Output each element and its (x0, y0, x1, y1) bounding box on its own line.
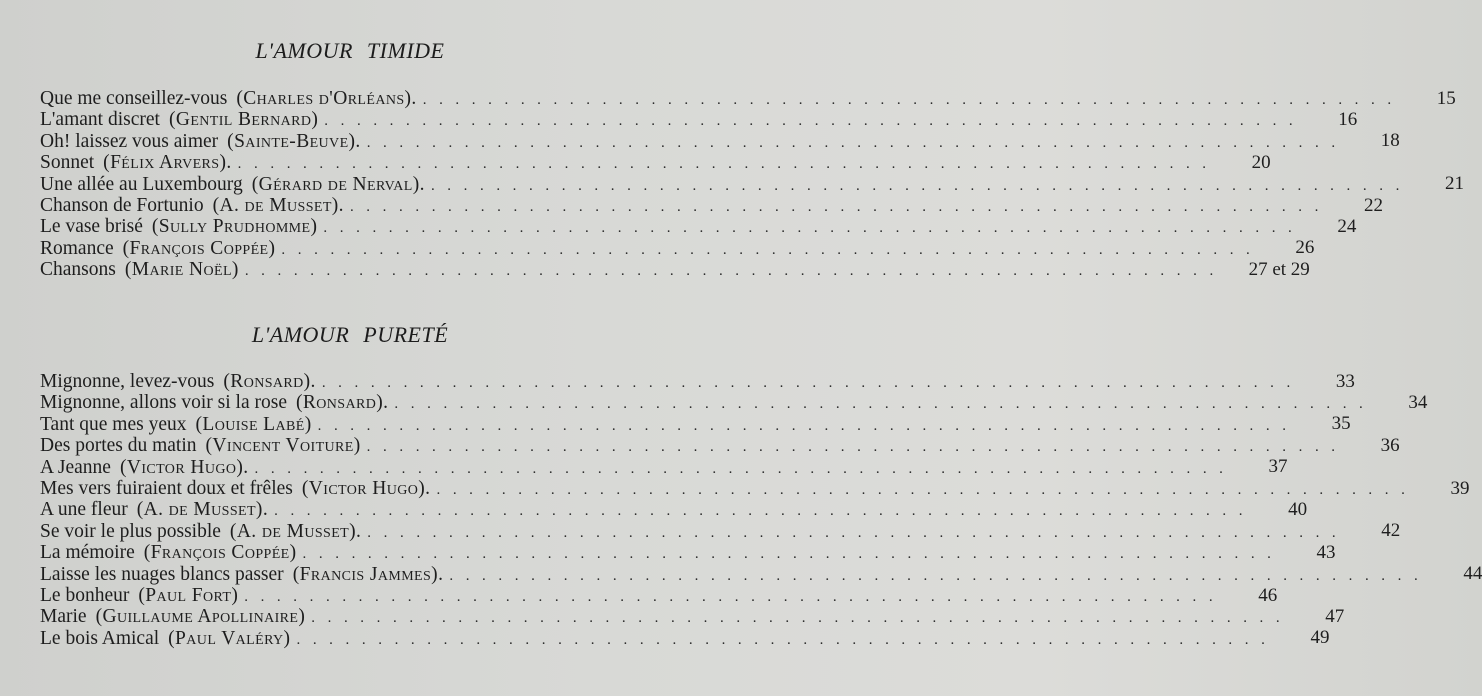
dot-leader: ............................................................ (274, 503, 1256, 520)
page-number: 47 (1325, 605, 1345, 627)
entry-author: (Victor Hugo). (301, 477, 431, 499)
dot-leader: ............................................................ (366, 134, 1348, 151)
toc-entry (40, 173, 1464, 195)
section-title-amour-purete: L'AMOUR PURETÉ (251, 322, 449, 347)
page-number: 36 (1380, 434, 1400, 456)
entry-author: (A. de Musset). (212, 194, 344, 216)
entry-title: Le vase brisé (40, 216, 143, 238)
entry-author: (Vincent Voiture) (205, 435, 361, 457)
entry-title: La mémoire (40, 542, 135, 564)
page-number: 18 (1380, 130, 1400, 152)
dot-leader: ............................................................ (436, 481, 1418, 498)
dot-leader: ............................................................ (237, 156, 1219, 173)
entry-author: (Guillaume Apollinaire) (95, 606, 306, 628)
toc-entry (40, 413, 1351, 435)
page-number: 20 (1251, 151, 1271, 173)
dot-leader: ............................................................ (302, 546, 1284, 563)
page-number: 40 (1288, 498, 1308, 520)
entry-title: Tant que mes yeux (40, 413, 187, 435)
dot-leader: ............................................................ (394, 396, 1376, 413)
toc-entry (40, 391, 1428, 414)
dot-leader: ............................................................ (321, 375, 1303, 391)
toc-entry (40, 151, 1271, 174)
toc-entry (40, 627, 1330, 649)
entry-author: (Sainte-Beuve). (227, 130, 361, 152)
page-number: 21 (1444, 173, 1464, 195)
entry-author: (Ronsard). (295, 392, 389, 414)
entry-title: Une allée au Luxembourg (40, 173, 243, 195)
toc-entry (40, 237, 1315, 259)
dot-leader: ............................................................ (422, 92, 1404, 108)
toc-entry (40, 434, 1400, 457)
entry-author: (Ronsard). (223, 371, 316, 392)
dot-leader: ............................................................ (430, 177, 1412, 194)
page-number: 46 (1258, 584, 1278, 606)
dot-leader: ............................................................ (324, 113, 1306, 130)
page-number: 39 (1450, 477, 1470, 499)
toc-entry (40, 541, 1336, 564)
entry-title: Des portes du matin (40, 435, 197, 457)
entry-author: (Gérard de Nerval). (251, 173, 425, 195)
toc-list-amour-purete (40, 370, 1482, 649)
entry-author: (Paul Fort) (138, 584, 239, 606)
entry-title: Mes vers fuiraient doux et frêles (40, 477, 293, 499)
dot-leader: ............................................................ (366, 439, 1348, 456)
page-number: 35 (1331, 413, 1351, 435)
dot-leader: ............................................................ (323, 220, 1305, 237)
page-number: 15 (1436, 87, 1456, 109)
dot-leader: ............................................................ (281, 241, 1263, 258)
entry-author: (Louise Labé) (195, 413, 312, 435)
dot-leader: ............................................................ (254, 460, 1236, 477)
entry-author: (Marie Noël) (124, 259, 239, 281)
entry-author: (Gentil Bernard) (168, 109, 319, 131)
dot-leader: ............................................................ (296, 631, 1278, 648)
page-number: 34 (1408, 391, 1428, 413)
dot-leader: ............................................................ (244, 588, 1226, 605)
page-number: 44 (1463, 563, 1482, 585)
entry-author: (Charles d'Orléans). (236, 88, 417, 109)
dot-leader: ............................................................ (367, 524, 1349, 541)
entry-title: Sonnet (40, 152, 95, 174)
entry-title: Chanson de Fortunio (40, 194, 204, 216)
entry-title: Le bonheur (40, 584, 130, 606)
entry-title: A une fleur (40, 499, 128, 521)
entry-title: Laisse les nuages blancs passer (40, 563, 284, 585)
toc-entry (40, 130, 1400, 152)
entry-title: Marie (40, 606, 87, 628)
section-title-amour-timide: L'AMOUR TIMIDE (255, 38, 445, 63)
entry-title: A Jeanne (40, 456, 111, 478)
toc-list-amour-timide (40, 87, 1464, 281)
toc-entry (40, 605, 1345, 628)
page-number: 24 (1337, 215, 1357, 237)
entry-title: Mignonne, allons voir si la rose (40, 392, 287, 414)
dot-leader: ............................................................ (244, 263, 1226, 280)
page-number: 26 (1295, 237, 1315, 259)
toc-entry (40, 584, 1278, 606)
toc-entry (40, 258, 1310, 281)
entry-author: (François Coppée) (143, 542, 297, 564)
page-number: 43 (1316, 541, 1336, 563)
toc-entry (40, 456, 1288, 478)
entry-author: (François Coppée) (122, 237, 276, 259)
toc-entry (40, 215, 1357, 238)
entry-author: (Félix Arvers). (103, 152, 232, 174)
entry-author: (Paul Valéry) (168, 627, 291, 649)
entry-title: Chansons (40, 259, 116, 281)
page-number: 27 et 29 (1248, 258, 1310, 280)
entry-title: Se voir le plus possible (40, 520, 221, 542)
toc-entry (40, 108, 1358, 131)
page-number: 37 (1268, 456, 1288, 478)
dot-leader: ............................................................ (311, 610, 1293, 627)
toc-entry (40, 498, 1308, 521)
dot-leader: ............................................................ (317, 417, 1299, 434)
dot-leader: ............................................................ (449, 567, 1431, 584)
page-number: 22 (1363, 194, 1383, 216)
entry-title: L'amant discret (40, 109, 160, 131)
entry-author: (A. de Musset). (136, 499, 269, 521)
toc-entry (40, 194, 1383, 216)
entry-author: (Francis Jammes). (292, 563, 444, 585)
toc-entry (40, 87, 1456, 109)
page-number: 16 (1338, 108, 1358, 130)
entry-title: Le bois Amical (40, 627, 160, 649)
entry-author: (A. de Musset). (229, 520, 362, 542)
entry-title: Oh! laissez vous aimer (40, 130, 219, 152)
dot-leader: ............................................................ (349, 198, 1331, 215)
toc-entry (40, 520, 1401, 542)
entry-author: (Victor Hugo). (119, 456, 249, 478)
page-number: 49 (1310, 627, 1330, 649)
toc-entry (40, 370, 1355, 392)
toc-entry (40, 477, 1470, 499)
entry-title: Romance (40, 237, 114, 259)
toc-entry (40, 563, 1482, 585)
entry-title: Que me conseillez-vous (40, 88, 228, 109)
entry-author: (Sully Prudhomme) (151, 216, 318, 238)
page-number: 42 (1381, 520, 1401, 542)
entry-title: Mignonne, levez-vous (40, 371, 215, 392)
page-number: 33 (1335, 370, 1355, 392)
